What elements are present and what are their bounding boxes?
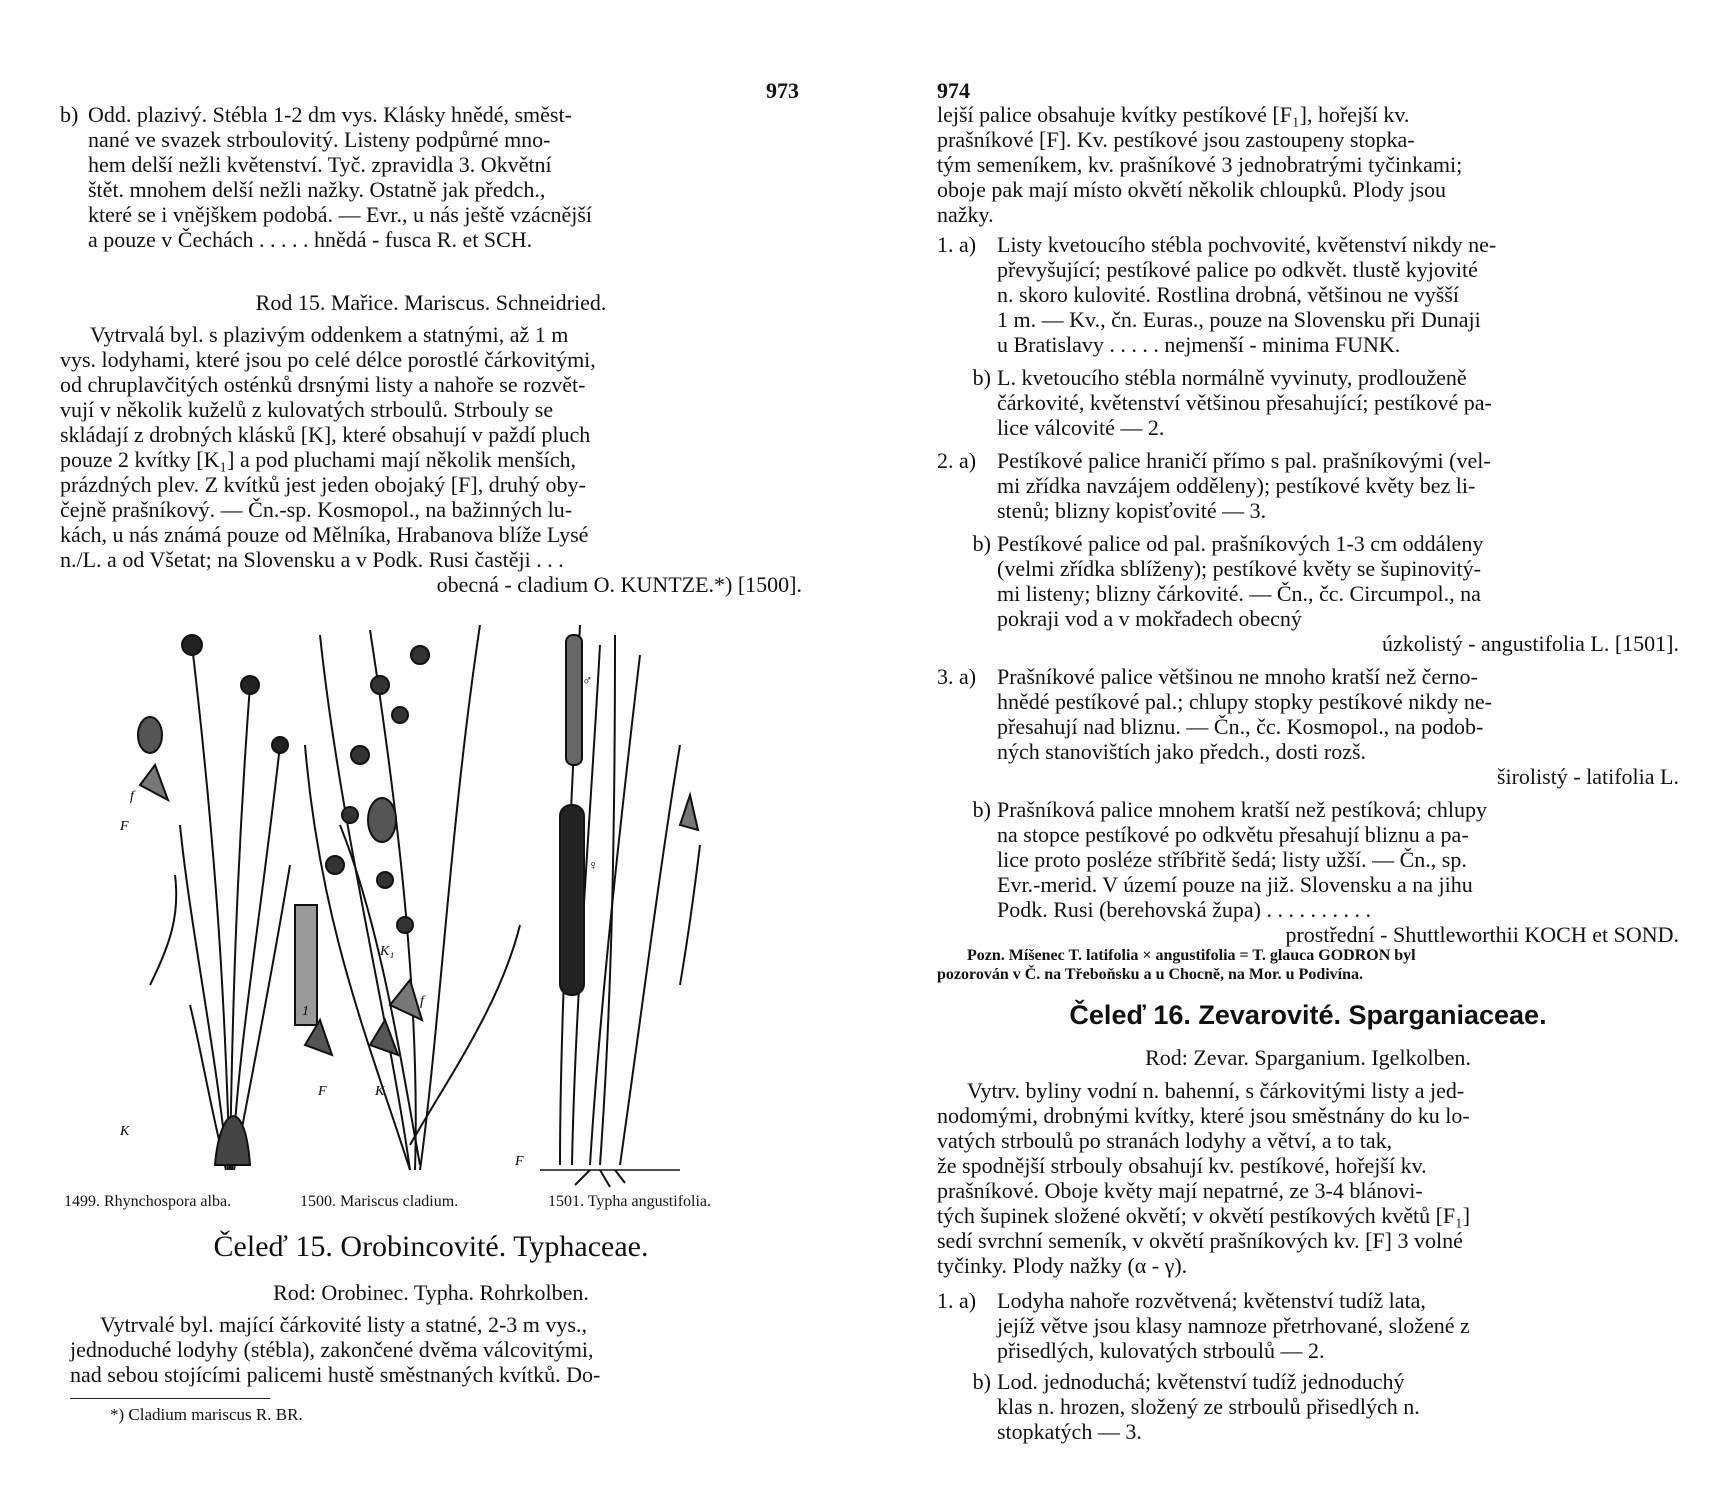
figure-label: 1 xyxy=(302,1004,309,1019)
typha-description-continued xyxy=(937,102,1679,227)
entry-fusca xyxy=(60,102,802,252)
key-entry xyxy=(937,232,1679,357)
text-line: přisedlých, kulovatých strboulů — 2. xyxy=(997,1338,1325,1363)
figure-label: f xyxy=(420,994,424,1009)
text-line: Podk. Rusi (berehovská župa) . . . . . . . . . . xyxy=(997,897,1371,922)
key-entry xyxy=(937,365,1679,440)
text-line: nad sebou stojícími palicemi hustě směstnaných kvítků. Do- xyxy=(70,1362,601,1387)
hybrid-note xyxy=(937,946,1679,984)
text-line: ných stanovištích jako předch., dosti rozš. xyxy=(997,739,1367,764)
footnote-divider xyxy=(70,1398,270,1399)
key-label: b) xyxy=(972,797,991,822)
entry-text xyxy=(88,102,802,252)
page-number: 973 xyxy=(766,78,799,103)
species-name: úzkolistý - angustifolia L. [1501]. xyxy=(1382,631,1679,656)
key-entry xyxy=(937,664,1679,789)
text-line: Vytrv. byliny vodní n. bahenní, s čárkovitými listy a jed- xyxy=(967,1078,1465,1103)
text-line: štět. mnohem delší nežli nažky. Ostatně jak předch., xyxy=(88,177,546,202)
text-line: hem delší nežli květenství. Tyč. zpravidla 3. Okvětní xyxy=(88,152,552,177)
text-line: 1 m. — Kv., čn. Euras., pouze na Slovensku při Dunaji xyxy=(997,307,1481,332)
sparganium-key xyxy=(937,1288,1679,1444)
figure-label: K xyxy=(120,1124,130,1139)
text-line: vatých strboulů po stranách lodyhy a větví, a to tak, xyxy=(937,1128,1393,1153)
text-line: prašníkové [F]. Kv. pestíkové jsou zastoupeny stopka- xyxy=(937,127,1415,152)
key-label: 1. a) xyxy=(937,232,977,257)
key-label: b) xyxy=(60,102,79,127)
text-line: (velmi zřídka sblíženy); pestíkové květy se šupinovitý- xyxy=(997,556,1481,581)
text-line: tým semeníkem, kv. prašníkové 3 jednobratrými tyčinkami; xyxy=(937,152,1463,177)
text-line: lice válcovité — 2. xyxy=(997,415,1165,440)
botanical-illustrations xyxy=(120,625,810,1190)
text-line: oboje pak mají místo okvětí několik chloupků. Plody jsou xyxy=(937,177,1447,202)
text-line: Prašníková palice mnohem kratší než pestíková; chlupy xyxy=(997,797,1487,822)
text-line: pouze 2 kvítky [K₁] a pod pluchami mají několik menších, xyxy=(60,447,577,472)
text-line: stopkatých — 3. xyxy=(997,1419,1142,1444)
key-entry xyxy=(937,797,1679,947)
text-line: Odd. plazivý. Stébla 1-2 dm vys. Klásky hnědé, směst- xyxy=(88,102,572,127)
text-line: že spodnější strbouly obsahují kv. pestíkové, hořejší kv. xyxy=(937,1153,1427,1178)
text-line: čejně prašníkový. — Čn.-sp. Kosmopol., na bažinných lu- xyxy=(60,497,573,522)
figure-label: F xyxy=(515,1154,524,1169)
genus-heading: Rod 15. Mařice. Mariscus. Schneidried. xyxy=(255,290,607,315)
figure-caption: 1499. Rhynchospora alba. xyxy=(64,1193,232,1210)
figure-label: F xyxy=(120,819,129,834)
text-line: u Bratislavy . . . . . nejmenší - minima FUNK. xyxy=(997,332,1401,357)
species-name: prostřední - Shuttleworthii KOCH et SOND. xyxy=(1285,922,1679,947)
text-line: mi zřídka navzájem odděleny); pestíkové květy bez li- xyxy=(997,473,1476,498)
key-label: 3. a) xyxy=(937,664,977,689)
mariscus-illustration xyxy=(295,625,520,1170)
text-line: Listy kvetoucího stébla pochvovité, květenství nikdy ne- xyxy=(997,232,1497,257)
text-line: Prašníkové palice většinou ne mnoho kratší než černo- xyxy=(997,664,1478,689)
figure-label: ♂ xyxy=(582,674,593,689)
text-line: sedí svrchní semeník, v okvětí prašníkových kv. [F] 3 volné xyxy=(937,1228,1463,1253)
text-line: Pozn. Míšenec T. latifolia × angustifolia = T. glauca GODRON byl xyxy=(967,947,1416,964)
text-line: skládají z drobných klásků [K], které obsahují v paždí pluch xyxy=(60,422,591,447)
text-line: hnědé pestíkové pal.; chlupy stopky pestíkové nikdy ne- xyxy=(997,689,1492,714)
right-page xyxy=(867,0,1734,1501)
text-line: jejíž větve jsou klasy namnoze přetrhované, složené z xyxy=(997,1313,1470,1338)
mariscus-description xyxy=(60,322,802,597)
genus-heading: Rod: Orobinec. Typha. Rohrkolben. xyxy=(273,1280,589,1305)
key-entry xyxy=(937,1369,1679,1444)
family-heading: Čeleď 16. Zevarovité. Sparganiaceae. xyxy=(1069,1000,1547,1030)
text-line: vují v několik kuželů z kulovatých strboulů. Strbouly se xyxy=(60,397,554,422)
key-label: b) xyxy=(972,365,991,390)
figure-label: K₁ xyxy=(380,944,395,959)
text-line: přesahují nad bliznu. — Čn., čc. Kosmopol., na podob- xyxy=(997,714,1484,739)
text-line: a pouze v Čechách . . . . . hnědá - fusca R. et SCH. xyxy=(88,227,533,252)
text-line: čárkovité, květenství většinou přesahující; pestíkové pa- xyxy=(997,390,1492,415)
text-line: nažky. xyxy=(937,202,994,227)
text-line: Lod. jednoduchá; květenství tudíž jednoduchý xyxy=(997,1369,1405,1394)
text-line: n. skoro kulovité. Rostlina drobná, většinou ne vyšší xyxy=(997,282,1459,307)
species-name: obecná - cladium O. KUNTZE.*) [1500]. xyxy=(436,572,802,597)
text-line: na stopce pestíkové po odkvětu přesahují bliznu a pa- xyxy=(997,822,1469,847)
text-line: tých šupinek složené okvětí; v okvětí pestíkových květů [F₁] xyxy=(937,1203,1471,1228)
text-line: kách, u nás známá pouze od Mělníka, Hrabanova blíže Lysé xyxy=(60,522,589,547)
typha-description xyxy=(70,1312,802,1387)
text-line: Vytrvalá byl. s plazivým oddenkem a statnými, až 1 m xyxy=(90,322,569,347)
key-label: b) xyxy=(972,531,991,556)
text-line: klas n. hrozen, složený ze strboulů přisedlých n. xyxy=(997,1394,1420,1419)
text-line: stenů; blizny kopisťovité — 3. xyxy=(997,498,1267,523)
text-line: které se i vnějškem podobá. — Evr., u nás ještě vzácnější xyxy=(88,202,593,227)
text-line: n./L. a od Všetat; na Slovensku a v Podk. Rusi častěji . . . xyxy=(60,547,564,572)
text-line: nané ve svazek strboulovitý. Listeny podpůrné mno- xyxy=(88,127,551,152)
text-line: tyčinky. Plody nažky (α - γ). xyxy=(937,1253,1188,1278)
key-label: b) xyxy=(972,1369,991,1394)
text-line: lice proto posléze stříbřitě šedá; listy užší. — Čn., sp. xyxy=(997,847,1467,872)
key-label: 2. a) xyxy=(937,448,977,473)
text-line: Vytrvalé byl. mající čárkovité listy a statné, 2-3 m vys., xyxy=(100,1312,587,1337)
text-line: vys. lodyhami, které jsou po celé délce porostlé čárkovitými, xyxy=(60,347,596,372)
figure-label: ♀ xyxy=(588,859,599,874)
sparganium-description xyxy=(937,1078,1679,1278)
text-line: lejší palice obsahuje kvítky pestíkové [F₁], hořejší kv. xyxy=(937,102,1410,127)
text-line: mi listeny; blizny čárkovité. — Čn., čc. Circumpol., na xyxy=(997,581,1481,606)
text-line: jednoduché lodyhy (stébla), zakončené dvěma válcovitými, xyxy=(70,1337,594,1362)
text-line: pokraji vod a v mokřadech obecný xyxy=(997,606,1302,631)
footnote: *) Cladium mariscus R. BR. xyxy=(110,1405,303,1424)
page-number: 974 xyxy=(937,78,970,103)
text-line: převyšující; pestíkové palice po odkvět. tlustě kyjovité xyxy=(997,257,1478,282)
text-line: Pestíkové palice hraničí přímo s pal. prašníkovými (vel- xyxy=(997,448,1491,473)
genus-heading: Rod: Zevar. Sparganium. Igelkolben. xyxy=(1145,1045,1471,1070)
text-line: prázdných plev. Z kvítků jest jeden obojaký [F], druhý oby- xyxy=(60,472,586,497)
species-name: širolistý - latifolia L. xyxy=(1496,764,1679,789)
key-entry xyxy=(937,531,1679,656)
text-line: prašníkové. Oboje květy mají nepatrné, ze 3-4 blánovi- xyxy=(937,1178,1423,1203)
text-line: od chruplavčitých osténků drsnými listy a nahoře se rozvět- xyxy=(60,372,586,397)
key-entry xyxy=(937,1288,1679,1363)
text-line: nodomými, drobnými kvítky, které jsou směstnány do ku lo- xyxy=(937,1103,1470,1128)
text-line: L. kvetoucího stébla normálně vyvinuty, prodlouženě xyxy=(997,365,1467,390)
key-entry xyxy=(937,448,1679,523)
figure-label: f xyxy=(130,789,134,804)
key-label: 1. a) xyxy=(937,1288,977,1313)
typha-key xyxy=(937,232,1679,947)
text-line: Pestíkové palice od pal. prašníkových 1-3 cm oddáleny xyxy=(997,531,1484,556)
figure-label: F xyxy=(318,1084,327,1099)
figure-caption: 1500. Mariscus cladium. xyxy=(300,1193,459,1210)
rhynchospora-illustration xyxy=(138,635,290,1170)
text-line: Evr.-merid. V území pouze na již. Slovensku a na jihu xyxy=(997,872,1473,897)
typha-illustration xyxy=(540,625,700,1187)
text-line: pozorován v Č. na Třeboňsku a u Chocně, na Mor. u Podivína. xyxy=(937,966,1364,983)
text-line: Lodyha nahoře rozvětvená; květenství tudíž lata, xyxy=(997,1288,1426,1313)
figure-label: K xyxy=(375,1084,385,1099)
figure-caption: 1501. Typha angustifolia. xyxy=(548,1193,712,1210)
family-heading: Čeleď 15. Orobincovité. Typhaceae. xyxy=(213,1230,649,1263)
